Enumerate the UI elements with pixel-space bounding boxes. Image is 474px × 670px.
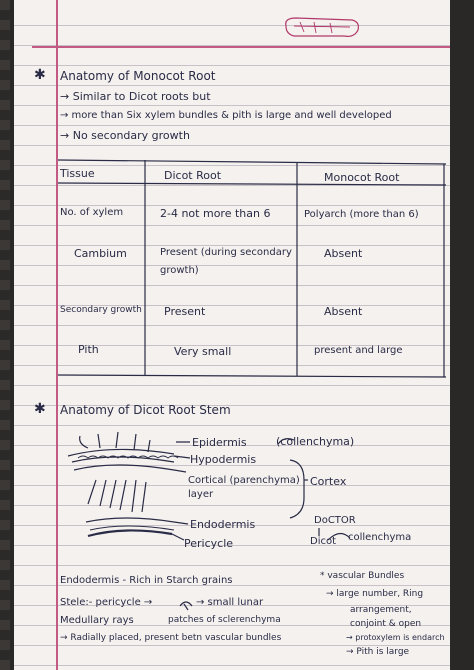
header-doodle-icon <box>286 18 359 36</box>
table-cell-secondary-dicot: Present <box>164 305 206 318</box>
notebook-page <box>14 0 450 670</box>
table-cell-secondary-monocot: Absent <box>324 305 363 318</box>
note-large-number: → large number, Ring <box>326 589 424 599</box>
table-cell-cambium-dicot-cont: growth) <box>160 265 199 276</box>
monocot-heading: Anatomy of Monocot Root <box>60 69 216 83</box>
table-cell-pith-monocot: present and large <box>314 345 403 356</box>
note-arrangement: arrangement, <box>350 605 412 615</box>
note-small-lunar: → small lunar <box>196 597 264 608</box>
bullet-star-icon-2: ✱ <box>34 401 46 417</box>
table-cell-pith-dicot: Very small <box>174 345 232 358</box>
monocot-point-1: → Similar to Dicot roots but <box>60 90 211 103</box>
table-cell-xylem-label: No. of xylem <box>60 207 124 218</box>
note-conjoint-open: conjoint & open <box>350 619 422 629</box>
monocot-point-2: → more than Six xylem bundles & pith is large and well developed <box>60 110 392 121</box>
label-endodermis: Endodermis <box>190 518 256 531</box>
label-hypodermis: Hypodermis <box>190 453 257 466</box>
label-collenchyma-2: collenchyma <box>348 532 412 543</box>
note-stele: Stele:- pericycle → <box>60 597 153 608</box>
label-layer: layer <box>188 489 214 500</box>
spiral-binding <box>0 0 10 670</box>
table-cell-xylem-monocot: Polyarch (more than 6) <box>304 209 419 220</box>
table-cell-cambium-monocot: Absent <box>324 247 363 260</box>
label-doctor: DoCTOR <box>314 515 356 526</box>
table-cell-pith-label: Pith <box>78 343 99 356</box>
label-cortical: Cortical (parenchyma) <box>188 475 300 486</box>
table-header-dicot: Dicot Root <box>164 169 222 182</box>
note-vascular-bundles: * vascular Bundles <box>320 571 405 581</box>
table-cell-cambium-dicot: Present (during secondary <box>160 247 292 258</box>
note-protoxylem: → protoxylem is endarch <box>346 633 445 642</box>
monocot-point-3: → No secondary growth <box>60 129 190 142</box>
stele-arrow-icon <box>180 602 192 610</box>
label-dicot: Dicot <box>310 536 337 547</box>
table-header-tissue: Tissue <box>60 167 95 180</box>
bullet-star-icon: ✱ <box>34 67 46 83</box>
table-header-monocot: Monocot Root <box>324 171 400 184</box>
dicot-stem-diagram <box>68 432 190 540</box>
table-cell-xylem-dicot: 2-4 not more than 6 <box>160 207 271 220</box>
note-medullary-rays: Medullary rays <box>60 615 134 626</box>
note-endodermis: Endodermis - Rich in Starch grains <box>60 575 233 586</box>
label-collenchyma-1: (collenchyma) <box>276 435 355 448</box>
label-pericycle: Pericycle <box>184 537 234 550</box>
note-sclerenchyma: patches of sclerenchyma <box>168 615 281 625</box>
label-cortex: Cortex <box>310 475 347 488</box>
note-pith-large: → Pith is large <box>346 647 410 657</box>
label-epidermis: Epidermis <box>192 436 247 449</box>
dicot-stem-heading: Anatomy of Dicot Root Stem <box>60 403 231 417</box>
table-cell-secondary-label: Secondary growth <box>60 305 142 315</box>
table-cell-cambium-label: Cambium <box>74 247 127 260</box>
note-radially-placed: → Radially placed, present betn vascular bundles <box>60 633 282 643</box>
